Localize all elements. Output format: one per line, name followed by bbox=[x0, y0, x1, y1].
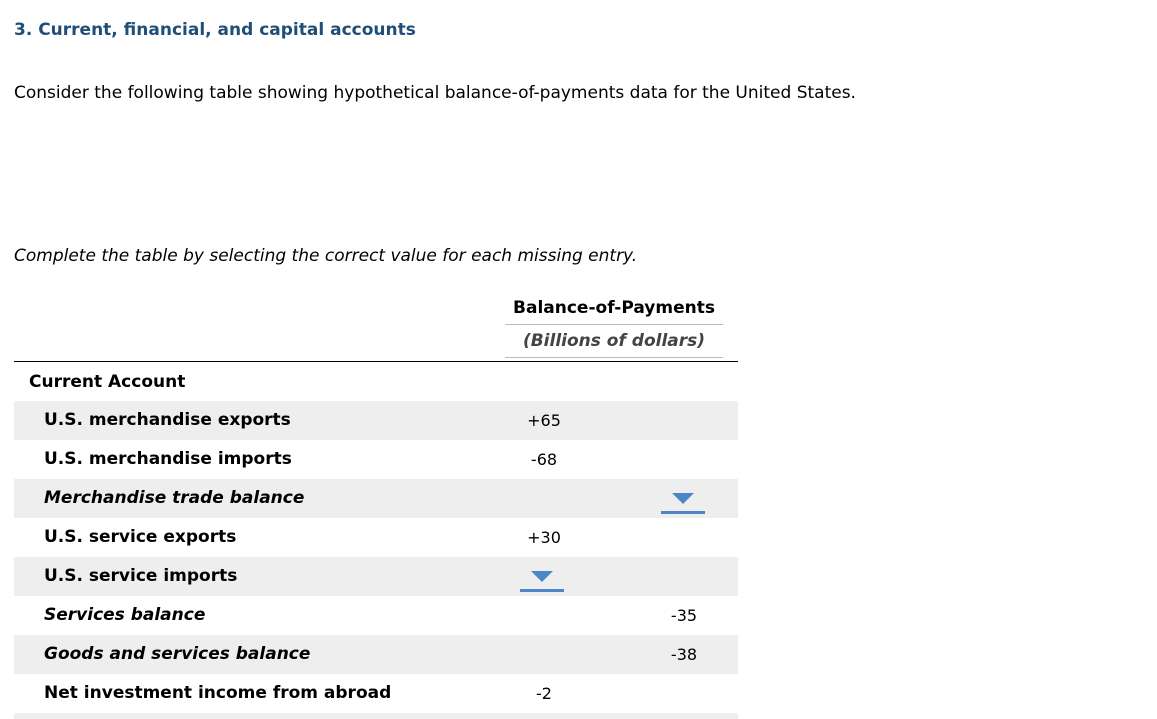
row-label: U.S. merchandise imports bbox=[44, 449, 292, 469]
row-total: -35 bbox=[670, 606, 698, 625]
column-subheader-units: (Billions of dollars) bbox=[505, 331, 723, 358]
section-row-current-account bbox=[14, 363, 738, 402]
table-row bbox=[14, 518, 738, 557]
row-label: U.S. service imports bbox=[44, 566, 238, 586]
triangle-down-icon bbox=[672, 493, 694, 504]
table-row bbox=[14, 674, 738, 713]
row-value: -68 bbox=[530, 450, 558, 469]
table-row bbox=[14, 635, 738, 674]
row-value: -2 bbox=[536, 684, 552, 703]
page-title: 3. Current, financial, and capital accounts bbox=[14, 20, 416, 40]
row-total: -38 bbox=[670, 645, 698, 664]
row-label: Goods and services balance bbox=[44, 644, 311, 664]
row-label: U.S. merchandise exports bbox=[44, 410, 291, 430]
triangle-down-icon bbox=[531, 571, 553, 582]
row-value: +65 bbox=[527, 411, 561, 430]
row-label: Net investment income from abroad bbox=[44, 683, 392, 703]
service-imports-dropdown[interactable] bbox=[520, 565, 564, 592]
intro-text: Consider the following table showing hypothetical balance-of-payments data for the United States. bbox=[14, 83, 856, 103]
instruction-text: Complete the table by selecting the correct value for each missing entry. bbox=[14, 246, 638, 266]
table-row bbox=[14, 401, 738, 440]
row-label: Services balance bbox=[44, 605, 206, 625]
table-row bbox=[14, 440, 738, 479]
row-label: U.S. service exports bbox=[44, 527, 237, 547]
merchandise-trade-balance-dropdown[interactable] bbox=[661, 487, 705, 514]
header-rule bbox=[14, 361, 738, 362]
section-label: Current Account bbox=[29, 372, 186, 392]
table-row bbox=[14, 596, 738, 635]
table-row bbox=[14, 479, 738, 518]
table-row-partial bbox=[14, 713, 738, 719]
row-label: Merchandise trade balance bbox=[44, 488, 305, 508]
column-header-balance-of-payments: Balance-of-Payments bbox=[505, 298, 723, 325]
row-value: +30 bbox=[527, 528, 561, 547]
table-row bbox=[14, 557, 738, 596]
